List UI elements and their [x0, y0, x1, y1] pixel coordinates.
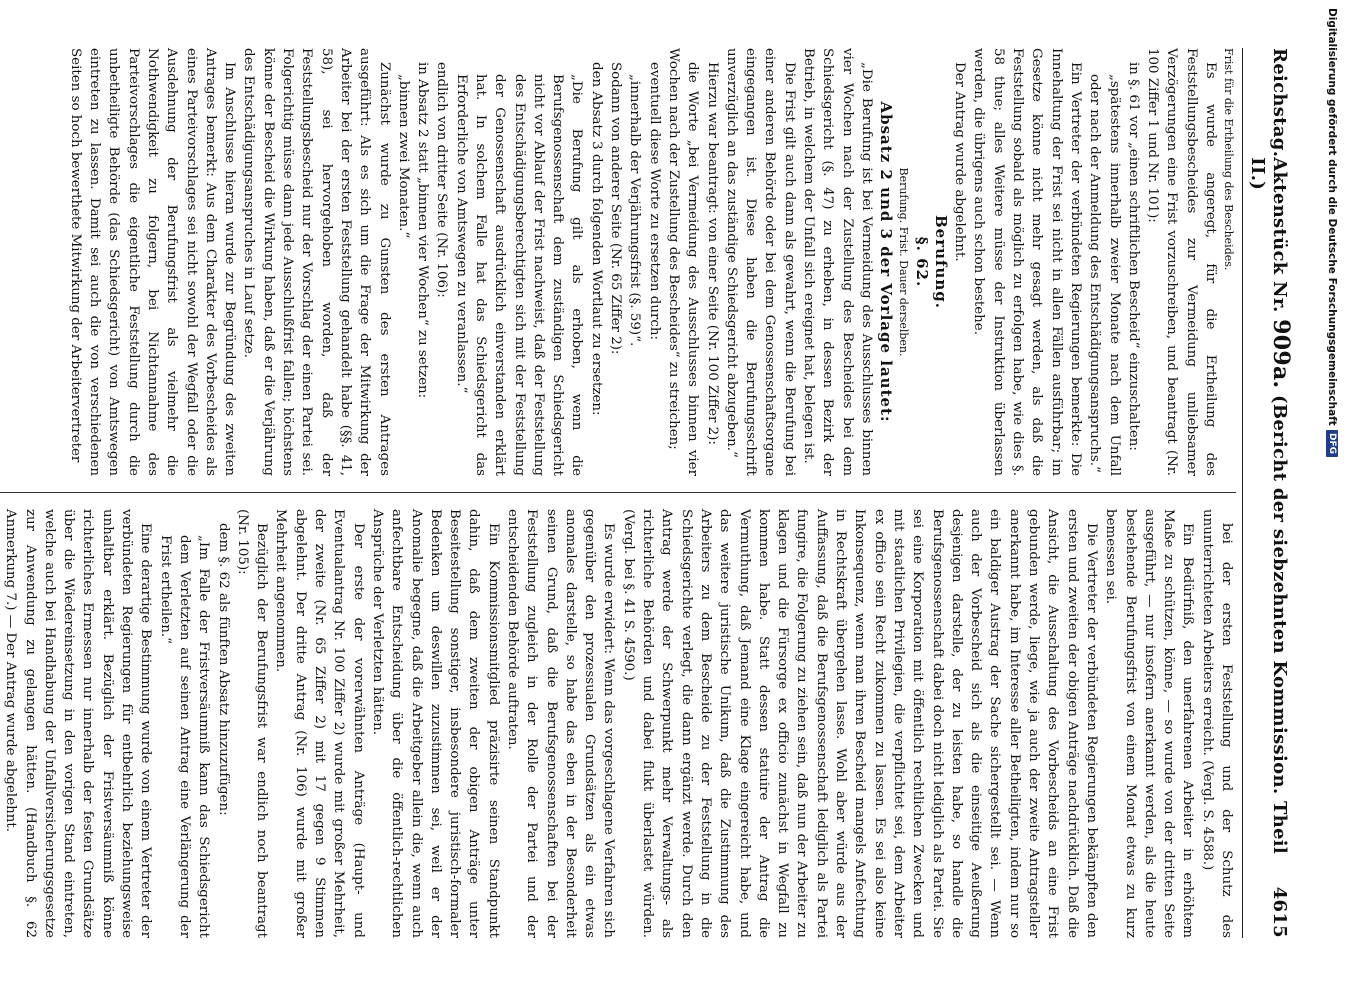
paragraph: „Im Falle der Fristversäumniß kann das Schiedsgericht dem Verletzten auf seinen Antrag eine Verlängerung der Frist ertheilen.“	[157, 535, 212, 938]
paragraph: eventuell diese Worte zu ersetzen durch:	[646, 62, 662, 341]
paragraph: Eine derartige Bestimmung wurde von einem Vertreter der verbündeten Regierungen für entbehrlich beziehungsweise unhaltbar erklärt. Bezüglich der Fristversäumniß könne richterliches Ermessen nur innerhalb der festen Grundsätze über die Wiedereinsetzung in den vorigen Stand eintreten, welche auch bei Handhabung der Unfallversicherungsgesetze zur Anwendung zu gelangen hätten. (Handbuch §. 62 Anmerkung 7.) — Der Antrag wurde abgelehnt.	[3, 509, 154, 938]
paragraph: Ein Kommissionsmitglied präzisirte seinen Standpunkt dahin, daß dem zweiten der obigen Anträge unter Beseitestellung sonstiger, insbesondere juristisch-formaler Bedenken um deswillen zuzustimmen sei, weil er der Anomalie begegne, daß die Arbeitgeber allein die, wenn auch anfechtbare Entscheidung über die öffentlich-rechtlichen Ansprüche der Verletzten hätten.	[369, 509, 501, 938]
paragraph: Die Frist gilt auch dann als gewahrt, wenn die Berufung bei einer anderen Behörde oder bei dem Genossenschaftsorgane eingegangen ist. Diese haben die Berufungsschrift unverzüglich an das zuständige Schiedsgericht abzugeben.“	[723, 48, 797, 476]
text-columns	[0, 48, 1236, 938]
section-heading: §. 62.	[912, 236, 931, 288]
paragraph: Ein Bedürfniß, den unerfahrenen Arbeiter in erhöhtem Maße zu schützen, könne, — so wurde von der dritten Seite ausgeführt, — nur insofern anerkannt werden, als die heute bestehende Berufungsfrist von einem Monat etwas zu kurz bemessen sei.	[1103, 509, 1196, 938]
paragraph: Ein Vertreter der verbündeten Regierungen bemerkte: Die Innehaltung der Frist sei nicht in allen Fällen ausführbar; im Gesetze könne nicht mehr gesagt werden, als daß die Feststellung sobald als möglich zu erfolgen habe, wie dies §. 58 thue; alles Weitere müsse der Instruktion überlassen werden, die übrigens auch schon bestehe.	[971, 48, 1083, 476]
page-header	[1242, 48, 1294, 938]
paragraph: Frist für die Ertheilung des Bescheides.	[1222, 48, 1235, 271]
header-center-text: (Bericht der siebzehnten Kommission. Theil II.)	[1247, 157, 1290, 855]
paragraph: in Absatz 2 statt „binnen vier Wochen“ zu setzen:	[415, 62, 431, 399]
paragraph: Der erste der vorerwähnten Anträge (Haupt- und Eventualantrag Nr. 100 Ziffer 2) wurde mit großer Mehrheit, der zweite (Nr. 65 Ziffer 2) mit 17 gegen 9 Stimmen abgelehnt. Der dritte Antrag (Nr. 106) wurde mit großer Mehrheit angenommen.	[273, 509, 366, 938]
paragraph: Hierzu war beantragt: von einer Seite (Nr. 100 Ziffer 2):	[704, 62, 720, 445]
paragraph: „Die Berufung ist bei Vermeidung des Ausschlusses binnen vier Wochen nach der Zustellung des Bescheides bei dem Schiedsgericht (§. 47) zu erheben, in dessen Bezirk der Betrieb, in welchem der Unfall sich ereignet hat, belegen ist.	[801, 48, 874, 476]
paragraph: dem §. 62 als fünften Absatz hinzuzufügen:	[215, 523, 231, 816]
dfg-credit	[1326, 8, 1338, 457]
left-column	[0, 48, 1236, 493]
header-prefix: Aktenstück Nr.	[1269, 157, 1290, 313]
paragraph: „binnen zwei Monaten.“	[395, 74, 411, 239]
paragraph: Es wurde angeregt, für die Ertheilung des Feststellungsbescheides zur Vermeidung unliebsamer Verzögerungen eine Frist vorzuschreiben, und beantragt (Nr. 100 Ziffer 1 und Nr. 101):	[1145, 48, 1218, 476]
paragraph: Der Antrag wurde abgelehnt.	[952, 62, 968, 262]
paragraph: „innerhalb der Verjährungsfrist (§. 59)“.	[627, 74, 643, 347]
dfg-credit-text: Digitalisierung gefördert durch die Deutsche Forschungsgemeinschaft	[1326, 8, 1338, 426]
paragraph: „spätestens innerhalb zweier Monate nach dem Unfall oder nach der Anmeldung des Entschädigungsanspruchs.“	[1087, 74, 1122, 476]
dfg-logo: DFG	[1326, 430, 1338, 457]
paragraph: „Die Berufung gilt als erhoben, wenn die Berufsgenossenschaft dem zuständigen Schiedsgericht nicht vor Ablauf der Frist nachweist, daß der Feststellung des Entschädigungsberechtigten sich mit der Feststellung der Genossenschaft ausdrücklich einverstanden erklärt hat. In solchem Falle hat das Schiedsgericht das Erforderliche von Amtswegen zu veranlassen.“	[453, 74, 585, 476]
header-title	[1247, 157, 1294, 886]
paragraph: Zunächst wurde zu Gunsten des ersten Antrages ausgeführt: Als es sich um die Frage der Mitwirkung der Arbeiter bei der ersten Feststellung gehandelt habe (§§. 41, 58), sei hervorgehoben worden, daß der Feststellungsbescheid nur der Vorschlag der einen Partei sei. Folgerichtig müsse dann jede Ausschlußfrist fallen; höchstens könne der Bescheid die Wirkung haben, daß er die Verjährung des Entschädigungsanspruches in Lauf setze.	[241, 48, 392, 476]
paragraph: Im Anschlusse hieran wurde zur Begründung des zweiten Antrages bemerkt: Aus dem Charakter des Vorbescheides als eines Parteivorschlages sei nicht sowohl der Wegfall oder die Ausdehnung der Berufungsfrist als vielmehr die Nothwendigkeit zu folgern, bei Nichtannahme des Parteivorschlages die eigentliche Feststellung durch die unbetheiligte Behörde (das Schiedsgericht) von Amtswegen eintreten zu lassen. Damit sei auch die von verschiedenen Seiten so hoch bewerthete Mitwirkung der Arbeitervertreter	[67, 48, 238, 476]
paragraph: Die Vertreter der verbündeten Regierungen bekämpften den ersten und zweiten der obigen Anträge nachdrücklich. Daß die Ansicht, die Ausschaltung des Vorbescheids an eine Frist gebunden werde, liege, wie ja auch der zweite Antragsteller anerkannt habe, im Interesse aller Betheiligten, indem nur so ein baldiger Austrag der Sache sichergestellt sei. — Wenn auch der Vorbescheid sich als die einseitige Aeußerung desjenigen darstelle, der zu leisten habe, so handle die Berufsgenossenschaft dabei doch nicht lediglich als Partei. Sie sei eine Korporation mit öffentlich rechtlichen Zwecken und mit staatlichen Privilegien, die verpflichtet sei, dem Arbeiter ex officio sein Recht zukommen zu lassen. Es sei also keine Inkonsequenz, wenn man ihren Bescheid mangels Anfechtung in Rechtskraft übergehen lasse. Wohl aber würde aus der Auffassung, daß die Berufsgenossenschaft lediglich als Partei fungire, die Folgerung zu ziehen sein, daß nun der Arbeiter zu klagen und die Fürsorge ex officio zunächst in Wegfall zu kommen habe. Statt dessen statuire der Antrag die Vermuthung, daß Jemand eine Klage eingereicht habe, und das weitere juristische Unikum, daß die Zustimmung des Arbeiters zu dem Bescheide zu der Feststellung in die Schiedsgerichte verlegt, die dann ergänzt werde. Durch den Antrag werde der Schwerpunkt mehr Verwaltungs- als richterliche Behörden und dabei flukt überlastet würden. (Vergl. bei §. 41 S. 4590.)	[620, 509, 1099, 938]
paragraph: endlich von dritter Seite (Nr. 106):	[434, 62, 450, 298]
paragraph: Sodann von anderer Seite (Nr. 65 Ziffer 2):	[608, 62, 624, 355]
section-heading: Absatz 2 und 3 der Vorlage lautet:	[877, 101, 896, 423]
paragraph: den Absatz 3 durch folgenden Wortlaut zu ersetzen:	[588, 62, 604, 416]
paragraph: Es wurde erwidert: Wenn das vorgeschlagene Verfahren sich gegenüber den prozessualen Grundsätzen als ein etwas anomales darstelle, so habe das eben in der Besonderheit seinen Grund, daß die Berufsgenossenschaften bei der Feststellung zugleich in der Rolle der Partei und der entscheidenden Behörde auftraten.	[505, 509, 617, 938]
paragraph: die Worte „bei Vermeidung des Ausschlusses binnen vier Wochen nach der Zustellung des Bescheides“ zu streichen;	[665, 48, 701, 476]
paragraph: in §. 61 vor „einen schriftlichen Bescheid“ einzuschalten:	[1125, 62, 1141, 451]
document-number: 909a.	[1268, 319, 1294, 389]
paragraph: Bezüglich der Berufungsfrist war endlich noch beantragt (Nr. 105):	[234, 509, 270, 938]
paragraph: Berufung. Frist. Dauer derselben.	[897, 167, 911, 357]
paragraph: bei der ersten Feststellung und der Schutz des ununterrichteten Arbeiters erreicht. (Vergl. S. 4588.)	[1199, 509, 1234, 938]
page-number: 4615	[1269, 886, 1290, 938]
section-heading: Berufung.	[931, 214, 950, 309]
header-left: Reichstag.	[1269, 48, 1290, 158]
right-column	[0, 493, 1236, 938]
